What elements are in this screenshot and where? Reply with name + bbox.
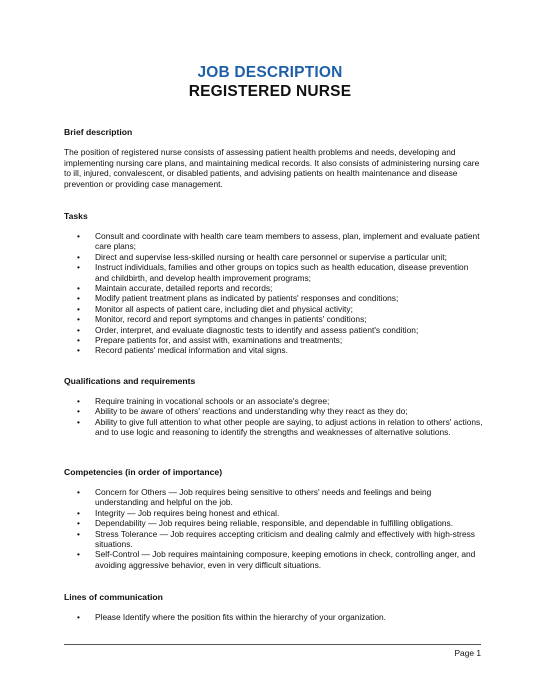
bullet-icon: •	[77, 231, 80, 241]
bullet-icon: •	[77, 293, 80, 304]
list-item: • Concern for Others — Job requires being sensitive to others' needs and feelings and being understanding and helpful on the job.	[77, 487, 432, 508]
list-item: • Consult and coordinate with health care team members to assess, plan, implement and evaluate patient care plans;	[77, 231, 480, 252]
bullet-icon: •	[77, 335, 80, 346]
bullet-icon: •	[77, 518, 80, 529]
tasks-list	[64, 231, 484, 356]
page-number: Page 1	[454, 648, 481, 658]
bullet-icon: •	[77, 283, 80, 294]
list-item: • Prepare patients for, and assist with, examinations and treatments;	[77, 335, 343, 346]
tasks-section	[64, 211, 484, 356]
section-heading-competencies: Competencies (in order of importance)	[64, 467, 223, 477]
bullet-icon: •	[77, 262, 80, 273]
bullet-icon: •	[77, 406, 80, 417]
list-item: • Monitor, record and report symptoms and changes in patients' conditions;	[77, 314, 367, 325]
list-item: • Direct and supervise less-skilled nursing or health care personnel or supervise a particular unit;	[77, 251, 447, 262]
list-item: • Ability to be aware of others' reactions and understanding why they react as they do;	[77, 406, 408, 417]
list-item: • Integrity — Job requires being honest and ethical.	[77, 507, 280, 518]
bullet-icon: •	[77, 345, 80, 356]
list-item: • Please Identify where the position fits within the hierarchy of your organization.	[77, 612, 386, 622]
list-item: • Stress Tolerance — Job requires accepting criticism and dealing calmly and effectively with high-stress situations.	[77, 528, 475, 550]
footer-divider	[64, 644, 481, 645]
bullet-icon: •	[77, 324, 80, 335]
title-block	[0, 64, 540, 101]
bullet-icon: •	[77, 528, 80, 539]
bullet-icon: •	[77, 303, 80, 314]
list-item: • Record patients' medical information and vital signs.	[77, 345, 288, 356]
bullet-icon: •	[77, 251, 80, 262]
list-item: • Dependability — Job requires being reliable, responsible, and dependable in fulfilling obligations.	[77, 518, 454, 529]
bullet-icon: •	[77, 549, 80, 560]
list-item: • Maintain accurate, detailed reports and records;	[77, 283, 273, 294]
bullet-icon: •	[77, 487, 80, 497]
bullet-icon: •	[77, 396, 80, 406]
list-item: • Require training in vocational schools or an associate's degree;	[77, 396, 330, 406]
list-item: • Self-Control — Job requires maintaining composure, keeping emotions in check, controlling anger, and avoiding aggressive behavior, even in very difficult situations.	[77, 549, 476, 570]
qualifications-section	[64, 376, 484, 438]
competencies-list	[64, 487, 484, 570]
competencies-section	[64, 467, 484, 570]
job-title: REGISTERED NURSE	[188, 83, 352, 100]
lines-of-communication-section	[64, 592, 484, 622]
bullet-icon: •	[77, 314, 80, 325]
list-item: • Monitor all aspects of patient care, including diet and physical activity;	[77, 303, 353, 314]
bullet-icon: •	[77, 612, 80, 622]
bullet-icon: •	[77, 416, 80, 427]
section-heading-lines: Lines of communication	[64, 592, 163, 602]
list-item: • Instruct individuals, families and other groups on topics such as health education, disease prevention and childbirth, and develop health improvement programs;	[77, 262, 469, 283]
brief-description-text: The position of registered nurse consists of assessing patient health problems and needs, developing and implementing nursing care plans, and maintaining medical records. It also consists of administering nursing care to ill, injured, convalescent, or disabled patients, and advising patients on health maintenance and disease prevention or providing case management.	[64, 147, 480, 189]
section-heading-qualifications: Qualifications and requirements	[64, 376, 196, 386]
list-item: • Ability to give full attention to what other people are saying, to adjust actions in relation to others' actions, and to use logic and reasoning to identify the strengths and weaknesses of alternative solutions.	[77, 416, 483, 438]
section-heading-tasks: Tasks	[64, 211, 88, 221]
list-item: • Order, interpret, and evaluate diagnostic tests to identify and assess patient's condition;	[77, 324, 419, 335]
lines-list	[64, 612, 484, 622]
brief-description-section	[64, 127, 484, 189]
document-title: JOB DESCRIPTION	[197, 64, 343, 81]
list-item: • Modify patient treatment plans as indicated by patients' responses and conditions;	[77, 293, 399, 304]
section-heading-brief: Brief description	[64, 127, 133, 137]
qualifications-list	[64, 396, 484, 438]
bullet-icon: •	[77, 507, 80, 518]
